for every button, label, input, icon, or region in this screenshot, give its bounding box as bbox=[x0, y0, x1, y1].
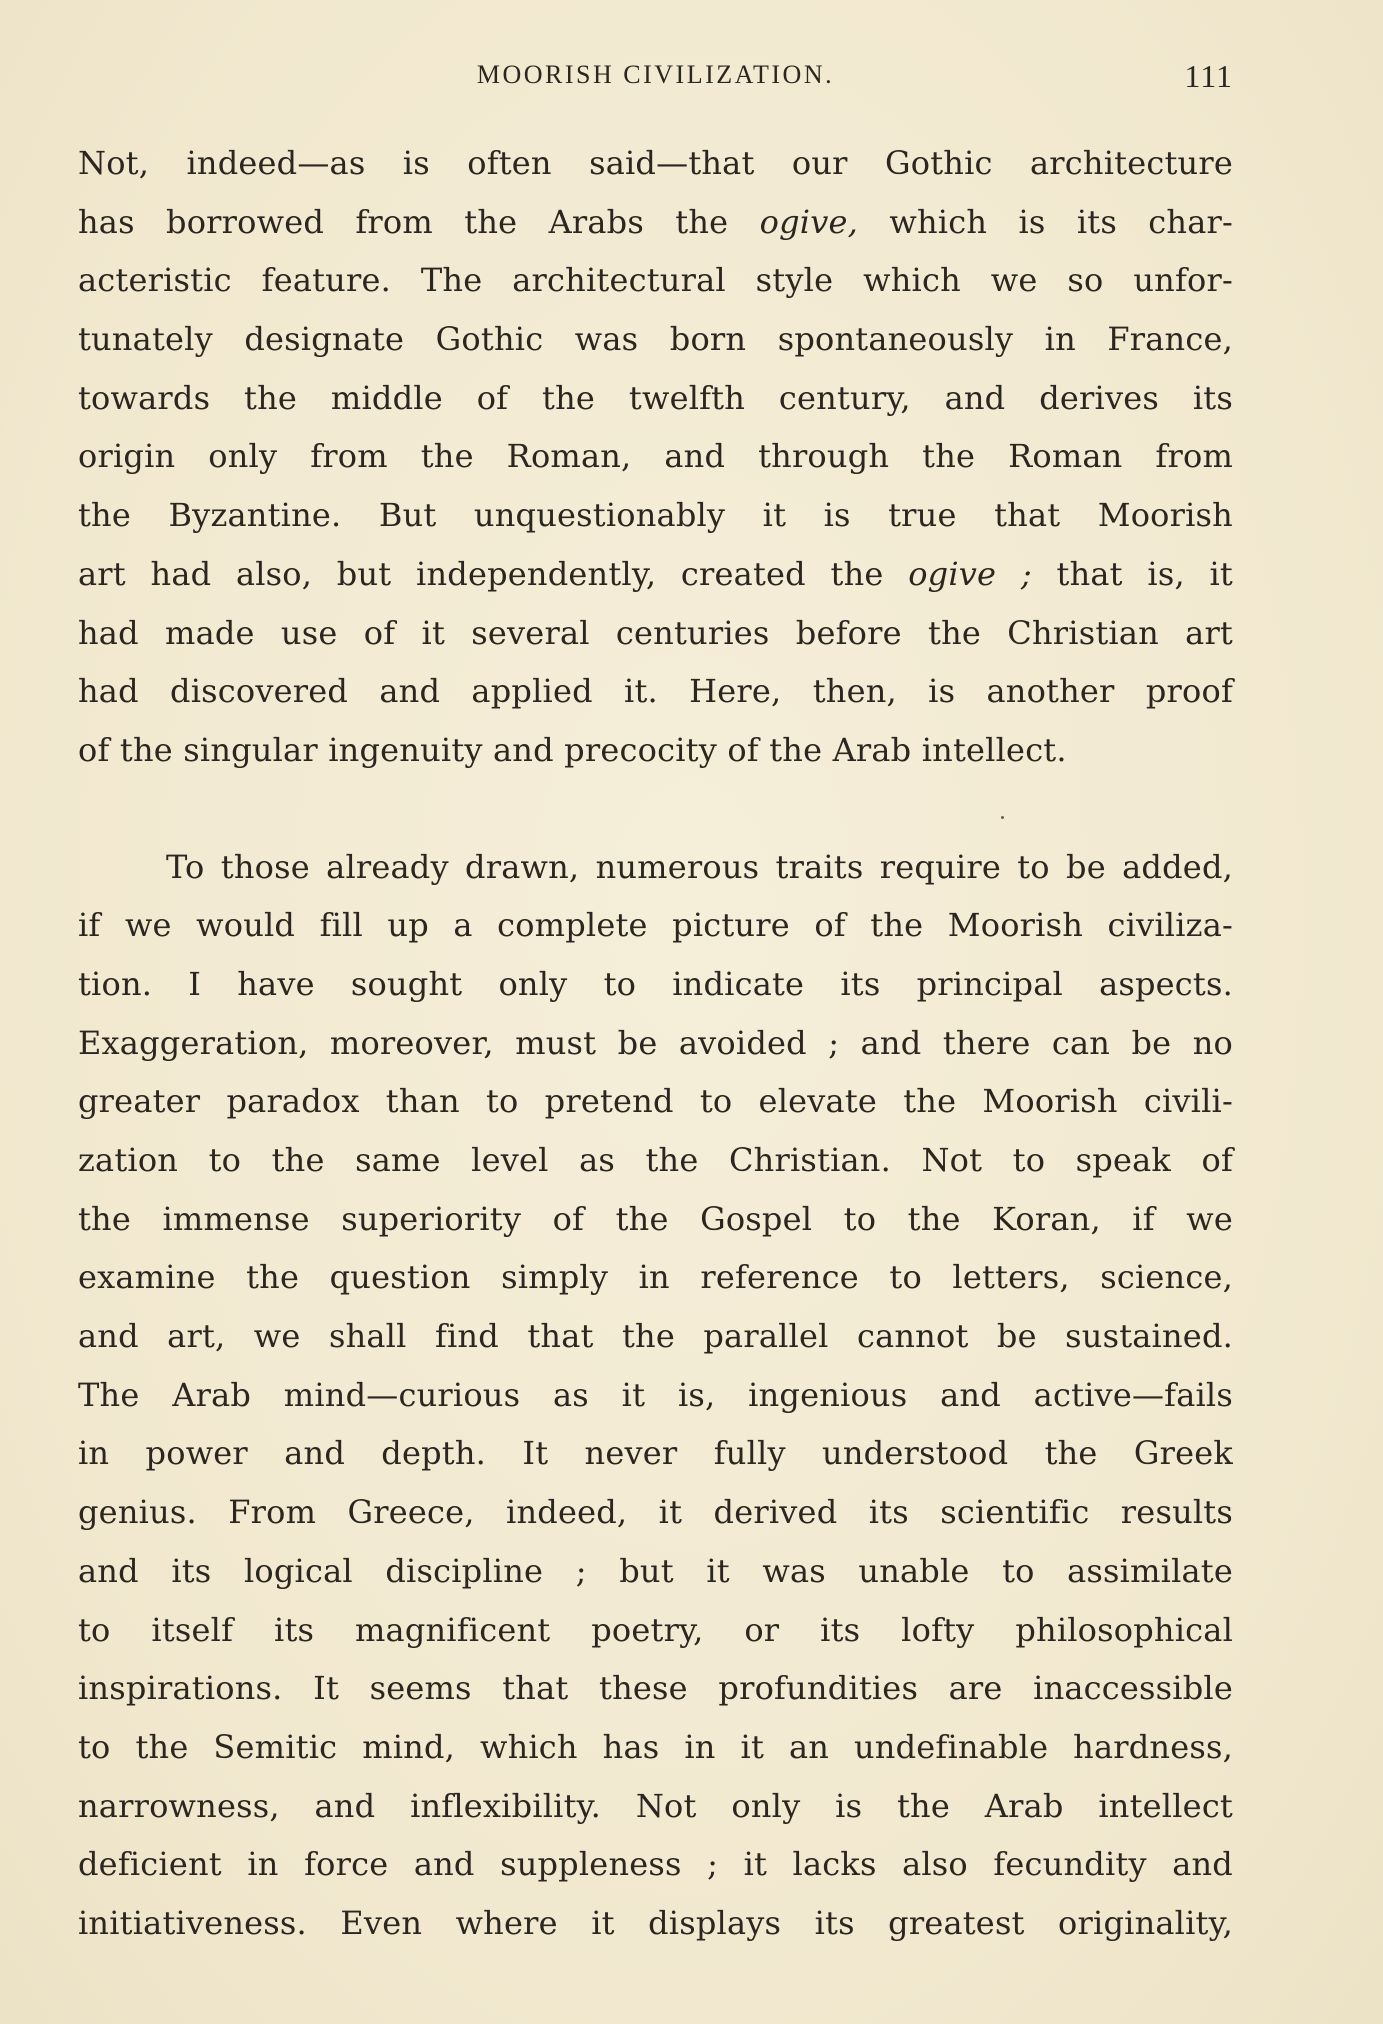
text-span: that is, it bbox=[1031, 554, 1233, 593]
text-line: the immense superiority of the Gospel to the Koran, if we bbox=[78, 1199, 1233, 1238]
text-line: tion. I have sought only to indicate its principal aspects. bbox=[78, 964, 1233, 1003]
text-line: had made use of it several centuries before the Christian art bbox=[78, 613, 1233, 652]
text-line: Not, indeed—as is often said—that our Gothic architecture bbox=[78, 144, 1233, 182]
text-line: Exaggeration, moreover, must be avoided ; and there can be no bbox=[78, 1023, 1233, 1062]
text-line: origin only from the Roman, and through the Roman from bbox=[78, 437, 1233, 476]
paragraph-gap bbox=[78, 780, 1233, 838]
text-span: has borrowed from the Arabs the bbox=[78, 202, 760, 241]
text-line: in power and depth. It never fully understood the Greek bbox=[78, 1434, 1233, 1473]
text-line: deficient in force and suppleness ; it lacks also fecundity and bbox=[78, 1845, 1233, 1884]
text-line: inspirations. It seems that these profundities are inaccessible bbox=[78, 1669, 1233, 1708]
text-line: if we would fill up a complete picture of the Moorish civiliza- bbox=[78, 906, 1233, 945]
paragraph-2 bbox=[78, 838, 1233, 1953]
text-line: To those already drawn, numerous traits require to be added, bbox=[166, 847, 1233, 886]
text-line: tunately designate Gothic was born spontaneously in France, bbox=[78, 320, 1233, 359]
text-line bbox=[78, 545, 1233, 604]
text-line: and art, we shall find that the parallel cannot be sustained. bbox=[78, 1317, 1233, 1356]
text-line: of the singular ingenuity and precocity of the Arab intellect. bbox=[78, 730, 1067, 769]
text-line: zation to the same level as the Christian. Not to speak of bbox=[78, 1141, 1233, 1179]
text-line: greater paradox than to pretend to elevate the Moorish civili- bbox=[78, 1082, 1233, 1121]
text-line: initiativeness. Even where it displays its greatest originality, bbox=[78, 1903, 1233, 1942]
italic-term: ogive ; bbox=[908, 554, 1032, 593]
text-line: to itself its magnificent poetry, or its lofty philosophical bbox=[78, 1610, 1233, 1649]
text-line bbox=[78, 193, 1233, 252]
italic-term: ogive, bbox=[759, 202, 859, 241]
page-number: 111 bbox=[1184, 58, 1233, 94]
text-line: examine the question simply in reference to letters, science, bbox=[78, 1258, 1233, 1297]
text-line: narrowness, and inflexibility. Not only is the Arab intellect bbox=[78, 1786, 1233, 1825]
running-head: MOORISH CIVILIZATION. bbox=[476, 60, 835, 89]
text-line: The Arab mind—curious as it is, ingenious and active—fails bbox=[78, 1375, 1233, 1414]
text-line: to the Semitic mind, which has in it an undefinable hardness, bbox=[78, 1727, 1233, 1766]
text-line: genius. From Greece, indeed, it derived its scientific results bbox=[78, 1493, 1233, 1532]
text-line: acteristic feature. The architectural style which we so unfor- bbox=[78, 261, 1233, 300]
text-line: and its logical discipline ; but it was unable to assimilate bbox=[78, 1551, 1233, 1590]
text-line: the Byzantine. But unquestionably it is true that Moorish bbox=[78, 496, 1233, 535]
text-line: towards the middle of the twelfth century, and derives its bbox=[78, 378, 1233, 417]
page-header bbox=[78, 56, 1233, 96]
text-span: which is its char- bbox=[858, 202, 1233, 241]
text-span: art had also, but independently, created the bbox=[78, 554, 909, 593]
stray-mark bbox=[1001, 816, 1004, 819]
text-line: had discovered and applied it. Here, then, is another proof bbox=[78, 672, 1233, 711]
body-text bbox=[78, 134, 1233, 1953]
paragraph-1 bbox=[78, 134, 1233, 780]
